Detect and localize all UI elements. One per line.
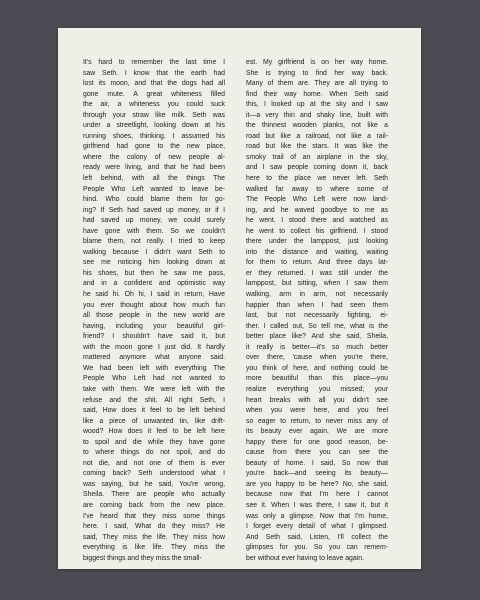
text-line: and in a confident and optimistic way xyxy=(83,280,225,288)
text-line: find their way home. When Seth said xyxy=(246,90,388,98)
text-line: glimpses for you. So you can remem- xyxy=(246,544,388,552)
text-line: It's hard to remember the last time I xyxy=(83,59,225,66)
text-line: for them to return. And three days lat- xyxy=(246,259,388,267)
text-line: smoky trail of an airplane in the sky, xyxy=(246,153,388,161)
text-line: are you happy to be here? No, she said, xyxy=(246,480,388,488)
text-line: saw Seth. I know that the earth had xyxy=(83,69,225,77)
text-line: have gone with them. So we couldn't xyxy=(83,227,225,235)
text-line: mattered anymore what anyone said. xyxy=(83,354,225,362)
text-line: to where things do not spoil, and do xyxy=(83,449,225,457)
text-line: the air, a whiteness you could suck xyxy=(83,101,225,109)
text-line: see me noticing him looking down at xyxy=(83,259,225,267)
text-line: We had been left with everything The xyxy=(83,364,225,372)
text-line: when you were here, and you feel xyxy=(246,407,388,415)
text-line: And Seth said, Listen, I'll collect the xyxy=(246,533,388,541)
text-line: his shoes, but then he saw me pass, xyxy=(83,269,225,277)
text-line: heart breaks with all you didn't see xyxy=(246,396,388,404)
text-line: The People Who Left were now land- xyxy=(246,196,388,204)
text-line: road but like a railroad, not like a rail- xyxy=(246,132,388,140)
text-line: I forget every detail of what I glimpsed. xyxy=(246,523,388,531)
text-line: over there, 'cause when you're there, xyxy=(246,354,388,362)
text-line: realize everything you missed; your xyxy=(246,385,388,393)
text-line: girlfriend had gone to the new place, xyxy=(83,143,225,151)
text-line: Sheila. There are people who actually xyxy=(83,491,225,499)
text-line: ing, and he waved goodbye to me as xyxy=(246,206,388,214)
text-line: happier than when I had seen them xyxy=(246,301,388,309)
text-line: blame them, not really. I tried to keep xyxy=(83,238,225,246)
text-line: People Who Left wanted to leave be- xyxy=(83,185,225,193)
text-line: walking, arm in arm, not necessarily xyxy=(246,291,388,299)
text-line: he went. I stood there and watched as xyxy=(246,217,388,225)
text-line: walking because I didn't want Seth to xyxy=(83,248,225,256)
text-line: the thinnest wooden planks, not like a xyxy=(246,122,388,130)
text-line: refuse and the shit. All right Seth, I xyxy=(83,396,225,404)
text-line: ready were living, and that he had been xyxy=(83,164,225,172)
text-line: She is trying to find her way back. xyxy=(246,69,388,77)
text-line: said, How does it feel to be left behind xyxy=(83,407,225,415)
text-line: cause from there you can see the xyxy=(246,449,388,457)
text-line: friend? I shouldn't have said it, but xyxy=(83,333,225,341)
text-line: all those people in the new world are xyxy=(83,312,225,320)
text-line: road but like the stars. It was like the xyxy=(246,143,388,151)
text-line: lost its moon, and that the dogs had all xyxy=(83,80,225,88)
text-line: said, They miss the life. They miss how xyxy=(83,533,225,541)
text-line: he went to collect his girlfriend. I stood xyxy=(246,227,388,235)
text-line: biggest things and they miss the small- xyxy=(83,554,202,562)
text-line: and I saw people coming down it, back xyxy=(246,164,388,172)
text-line: see it. When I was there, I saw it, but it xyxy=(246,501,388,509)
text-line: there under the lamppost, just looking xyxy=(246,238,388,246)
text-line: not die, and not one of them is ever xyxy=(83,459,225,467)
document-page xyxy=(58,28,421,569)
text-line: People Who Left had not wanted to xyxy=(83,375,225,383)
text-line: you're back—and seeing its beauty— xyxy=(246,470,388,478)
text-line: to spoil and die while they have gone xyxy=(83,438,225,446)
text-line: Many of them are. They are all trying to xyxy=(246,80,388,88)
text-line: had saved up money, we could surely xyxy=(83,217,225,225)
text-line: gone mute. A great whiteness filled xyxy=(83,90,225,98)
text-line: wood? How does it feel to be left here xyxy=(83,428,225,436)
text-line: here to the place we never left. Seth xyxy=(246,175,388,183)
text-line: into the distance and waiting, waiting xyxy=(246,248,388,256)
text-line: because now that I'm here I cannot xyxy=(246,491,388,499)
text-line: est. My girlfriend is on her way home. xyxy=(246,59,388,66)
text-line: under a streetlight, looking down at his xyxy=(83,122,225,130)
text-line: ber without ever having to leave again. xyxy=(246,554,364,562)
text-line: last, but not necessarily fighting, ei- xyxy=(246,312,388,320)
text-line: lamppost, but sitting, when I saw them xyxy=(246,280,388,288)
text-line: everything is like life. They miss the xyxy=(83,544,225,552)
text-line: you think of here, and nothing could be xyxy=(246,364,388,372)
text-line: like a piece of unwanted tin, like drift- xyxy=(83,417,225,425)
text-line: its beauty ever again. We are more xyxy=(246,428,388,436)
text-line: was saying, but he said, You're wrong, xyxy=(83,480,225,488)
left-text-column xyxy=(83,58,225,564)
text-line: was only a glimpse. Now that I'm home, xyxy=(246,512,388,520)
text-line: you ever thought about how much fun xyxy=(83,301,225,309)
text-line: walked far away to where some of xyxy=(246,185,388,193)
text-line: through your straw like milk. Seth was xyxy=(83,111,225,119)
text-line: running shoes, thinking. I assumed his xyxy=(83,132,225,140)
text-line: better place like? And she said, Sheila, xyxy=(246,333,388,341)
text-line: this, I looked up at the sky and I saw xyxy=(246,101,388,109)
text-line: I've heard that they miss some things xyxy=(83,512,225,520)
text-line: having, including your beautiful girl- xyxy=(83,322,225,330)
text-line: ther. I called out, So tell me, what is the xyxy=(246,322,388,330)
text-line: with the moon gone I just did. It hardly xyxy=(83,343,225,351)
right-text-column xyxy=(246,58,388,564)
text-line: hind. Who could blame them for go- xyxy=(83,196,225,204)
text-line: it really is better—it's so much better xyxy=(246,343,388,351)
text-line: he said hi. Oh hi, I said in return, Have xyxy=(83,291,225,299)
text-line: ing? If Seth had saved up money, or if I xyxy=(83,206,225,214)
text-line: it—a very thin and shaky line, built with xyxy=(246,111,388,119)
text-line: more beautiful than this place—you xyxy=(246,375,388,383)
text-line: left behind, with all the things The xyxy=(83,175,225,183)
text-line: coming back? Seth understood what I xyxy=(83,470,225,478)
text-line: er they returned. I was still under the xyxy=(246,269,388,277)
text-line: here. I said, What do they miss? He xyxy=(83,523,225,531)
text-line: where the colony of new people al- xyxy=(83,153,225,161)
text-line: beauty of home. I said, So now that xyxy=(246,459,388,467)
text-line: happy there for one good reason, be- xyxy=(246,438,388,446)
text-line: take with them. We were left with the xyxy=(83,385,225,393)
text-line: so eager to return, to never miss any of xyxy=(246,417,388,425)
text-line: are coming back from the new place. xyxy=(83,501,225,509)
